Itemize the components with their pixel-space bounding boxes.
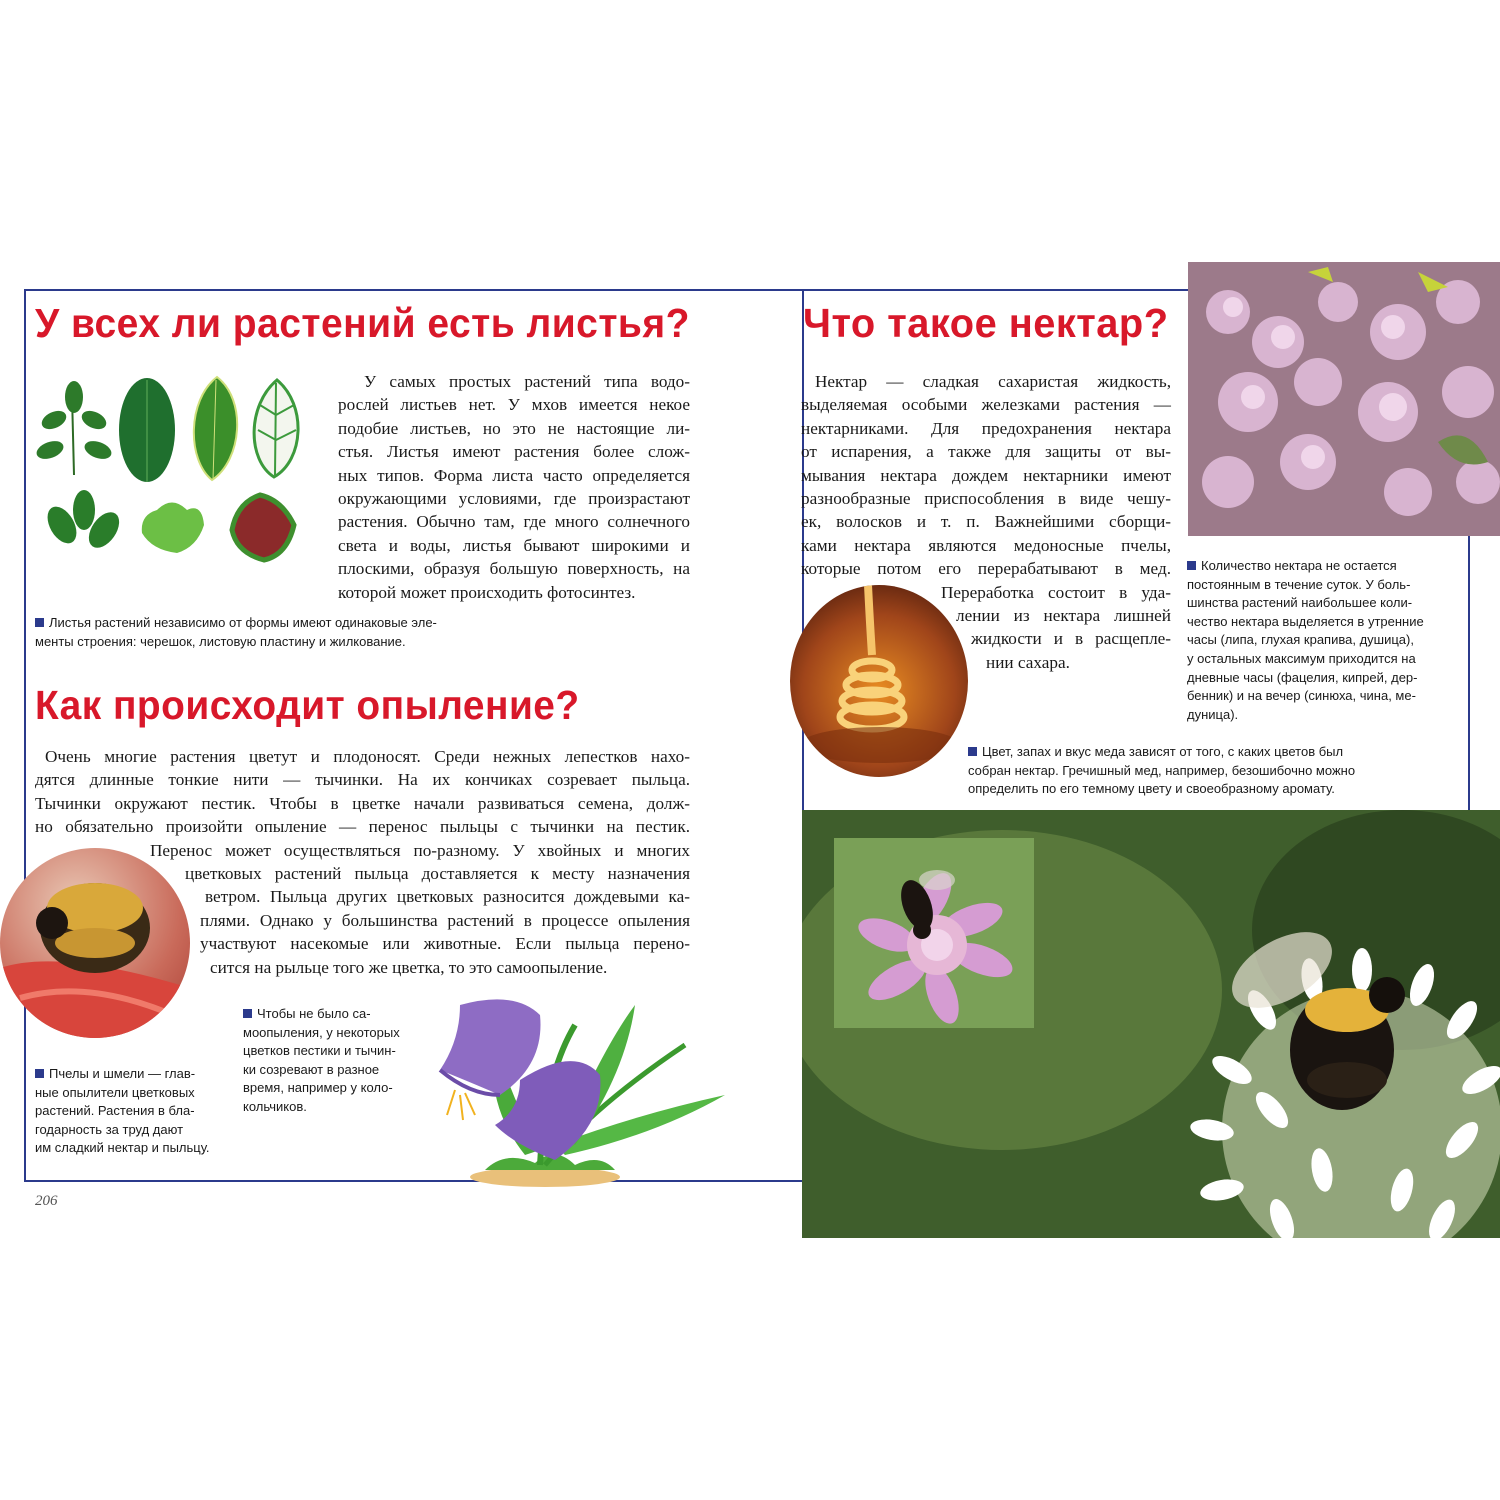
heading-nectar: Что такое нектар? — [803, 300, 1169, 346]
honey-dipper-icon — [840, 661, 904, 729]
bullet-icon — [1187, 561, 1196, 570]
bellflower-illustration — [425, 985, 740, 1190]
heading-pollination: Как происходит опыление? — [35, 682, 580, 728]
leaves-illustration — [32, 375, 312, 575]
scabiosa-inset-photo — [834, 838, 1034, 1028]
nectar-amount-caption: Количество нектара не остается постоянным в течение суток. У боль- шинства растений наибольшее коли- чество нектара выделяется в утренние часы (липа, глухая крапива, душица), у остальных максимум приходится на дневные часы (фацелия, кипрей, дер- бенник) и на вечер (синюха, чина, ме- дуница). — [1187, 558, 1424, 722]
honey-caption: Цвет, запах и вкус меда зависят от того, с каких цветов был собран нектар. Гречишный мед, например, безошибочно можно определить по его темному цвету и своеобразному аромату. — [968, 744, 1356, 797]
bellflower-icon — [440, 999, 600, 1160]
oregano-flowers-photo — [1188, 262, 1500, 536]
leaves-text: У самых простых растений типа водо- рослей листьев нет. У мхов имеется некое подобие листьев, но это не настоящие ли- стья. Листья имеют растения более слож- ных типов. Форма листа часто определяется окружающими условиями, где произрастают растения. Обычно там, где много солнечного света и воды, листья бывают широкими и плоскими, образуя большую поверхность, на которой может происходить фотосинтез. — [338, 372, 690, 602]
bumblebee-photo — [0, 848, 190, 1038]
bullet-icon — [243, 1009, 252, 1018]
bullet-icon — [968, 747, 977, 756]
bell-caption: Чтобы не было са- моопыления, у некоторых цветков пестики и тычин- ки созревают в разное время, например у коло- кольчиков. — [243, 1006, 400, 1114]
compound-leaf-icon — [34, 381, 114, 475]
bee-on-flowers-photo — [802, 810, 1500, 1238]
bumblebee-icon — [36, 883, 150, 973]
pollination-text: Очень многие растения цветут и плодоносят. Среди нежных лепестков нахо- дятся длинные тонкие нити — тычинки. На их кончиках созревает пыльца. Тычинки окружают пестик. Чтобы в цветке начали развиваться семена, долж- но обязательно произойти опыление — перенос пыльцы с тычинки на пестик. Перенос может осуществляться по-разному. У хвойных и многих цветковых растений пыльца доставляется к месту назначения ветром. Пыльца других цветковых разносится дождевыми ка- плями. Однако у большинства растений в процессе опыления участвуют насекомые или животные. Если пыльца перено- сится на рыльце того же цветка, то это самоопыление. — [35, 747, 690, 977]
honey-photo — [790, 585, 968, 777]
leaves-caption: Листья растений независимо от формы имеют одинаковые эле- менты строения: черешок, листовую пластину и жилкование. — [35, 615, 437, 649]
trifoliate-leaf-icon — [42, 490, 126, 553]
red-leaf-icon — [232, 495, 294, 560]
nectar-text: Нектар — сладкая сахаристая жидкость, выделяемая особыми железками растения — нектарниками. Для предохранения нектара от испарения, а также для защиты от вы- мывания нектара дождем нектарники имеют разнообразные приспособления в виде чешу- ек, волосков и т. п. Важнейшими сборщи- ками нектара являются медоносные пчелы, которые потом его перерабатывают в мед. Переработка состоит в уда- лении из нектара лишней жидкости и в расщепле- нии сахара. — [801, 372, 1171, 672]
lobed-leaf-icon — [142, 503, 204, 554]
bee-caption: Пчелы и шмели — глав- ные опылители цветковых растений. Растения в бла- годарность за труд дают им сладкий нектар и пыльцу. — [35, 1066, 210, 1156]
heading-leaves: У всех ли растений есть листья? — [35, 300, 690, 346]
page-number: 206 — [35, 1193, 58, 1209]
bullet-icon — [35, 1069, 44, 1078]
bullet-icon — [35, 618, 44, 627]
